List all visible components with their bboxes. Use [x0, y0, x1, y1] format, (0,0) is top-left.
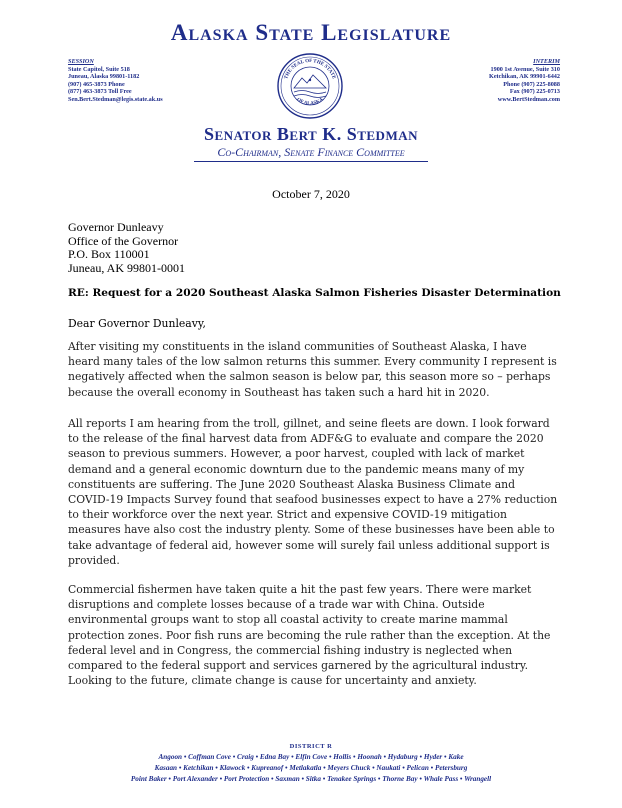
interim-line: 1900 1st Avenue, Suite 310: [490, 65, 560, 73]
svg-text:THE SEAL OF THE STATE: THE SEAL OF THE STATE: [284, 58, 336, 80]
interim-line: Ketchikan, AK 99901-6442: [489, 73, 560, 81]
senator-title: Co-Chairman, Senate Finance Committee: [217, 145, 405, 159]
recipient-line: Office of the Governor: [68, 233, 179, 248]
interim-heading: INTERIM: [533, 58, 560, 65]
session-line: State Capitol, Suite 518: [68, 65, 130, 73]
body-paragraph: After visiting my constituents in the island communities of Southeast Alaska, I have heard many tales of the low salmon returns this summer. Every community I represent is negatively affected when the salmon season is below par, this season more so – perhaps because the overall economy in Southeast has taken such a hard hit in 2020.: [68, 340, 557, 399]
svg-text:OF ALASKA: OF ALASKA: [295, 97, 325, 107]
recipient-line: Governor Dunleavy: [68, 220, 164, 234]
subject-line: RE: Request for a 2020 Southeast Alaska Salmon Fisheries Disaster Determination: [68, 287, 561, 299]
session-line: (907) 465-3873 Phone: [68, 80, 125, 88]
state-seal-icon: [276, 52, 344, 120]
letter-date: October 7, 2020: [272, 187, 350, 201]
body-paragraph: Commercial fishermen have taken quite a hit the past few years. There were market disruptions and complete losses because of a trade war with China. Outside environmental groups want to stop all coastal activity to create marine mammal protection zones. Poor fish runs are becoming the rule rather than the exception. At the federal level and in Congress, the commercial fishing industry is neglected when compared to the federal support and services garnered by the agricultural industry. Looking to the future, climate change is cause for uncertainty and anxiety.: [68, 583, 551, 688]
session-address: [68, 58, 163, 104]
interim-line: Phone (907) 225-8088: [503, 80, 560, 88]
senator-name: Senator Bert K. Stedman: [204, 124, 418, 144]
interim-line: Fax (907) 225-0713: [509, 88, 560, 96]
recipient-address: [68, 221, 185, 276]
session-email: Sen.Bert.Stedman@legis.state.ak.us: [68, 95, 163, 103]
interim-website: www.BertStedman.com: [497, 95, 560, 103]
body-paragraph: All reports I am hearing from the troll, gillnet, and seine fleets are down. I look forward to the release of the final harvest data from ADF&G to evaluate and compare the 2020 season to previous summers. However, a poor harvest, coupled with lack of market demand and a general economic downturn due to the pandemic means many of my constituents are suffering. The June 2020 Southeast Alaska Business Climate and COVID-19 Impacts Survey found that seafood businesses expect to have a 27% reduction to their workforce over the next year. Strict and expensive COVID-19 mitigation measures have also cost the industry plenty. Some of these businesses have been able to take advantage of federal aid, however some will surely fail unless additional support is provided.: [68, 417, 558, 567]
letterhead-divider: [194, 161, 428, 162]
salutation: Dear Governor Dunleavy,: [68, 317, 206, 330]
session-heading: SESSION: [68, 58, 94, 65]
legislature-title: Alaska State Legislature: [170, 20, 452, 45]
recipient-line: P.O. Box 110001: [68, 247, 150, 262]
session-line: (877) 463-3873 Toll Free: [68, 88, 132, 96]
district-towns: Kasaan • Ketchikan • Klawock • Kupreanof • Metlakatla • Meyers Chuck • Naukati • Pelican • Petersburg: [154, 764, 468, 772]
session-line: Juneau, Alaska 99801-1182: [68, 73, 140, 81]
district-towns: Angoon • Coffman Cove • Craig • Edna Bay • Elfin Cove • Hollis • Hoonah • Hydaburg • Hyder • Kake: [158, 753, 464, 761]
district-towns: Point Baker • Port Alexander • Port Protection • Saxman • Sitka • Tenakee Springs • Thorne Bay • Whale Pass • Wrangell: [130, 775, 492, 783]
recipient-line: Juneau, AK 99801-0001: [68, 261, 185, 276]
interim-address: [489, 58, 560, 104]
district-label: DISTRICT R: [289, 743, 333, 750]
